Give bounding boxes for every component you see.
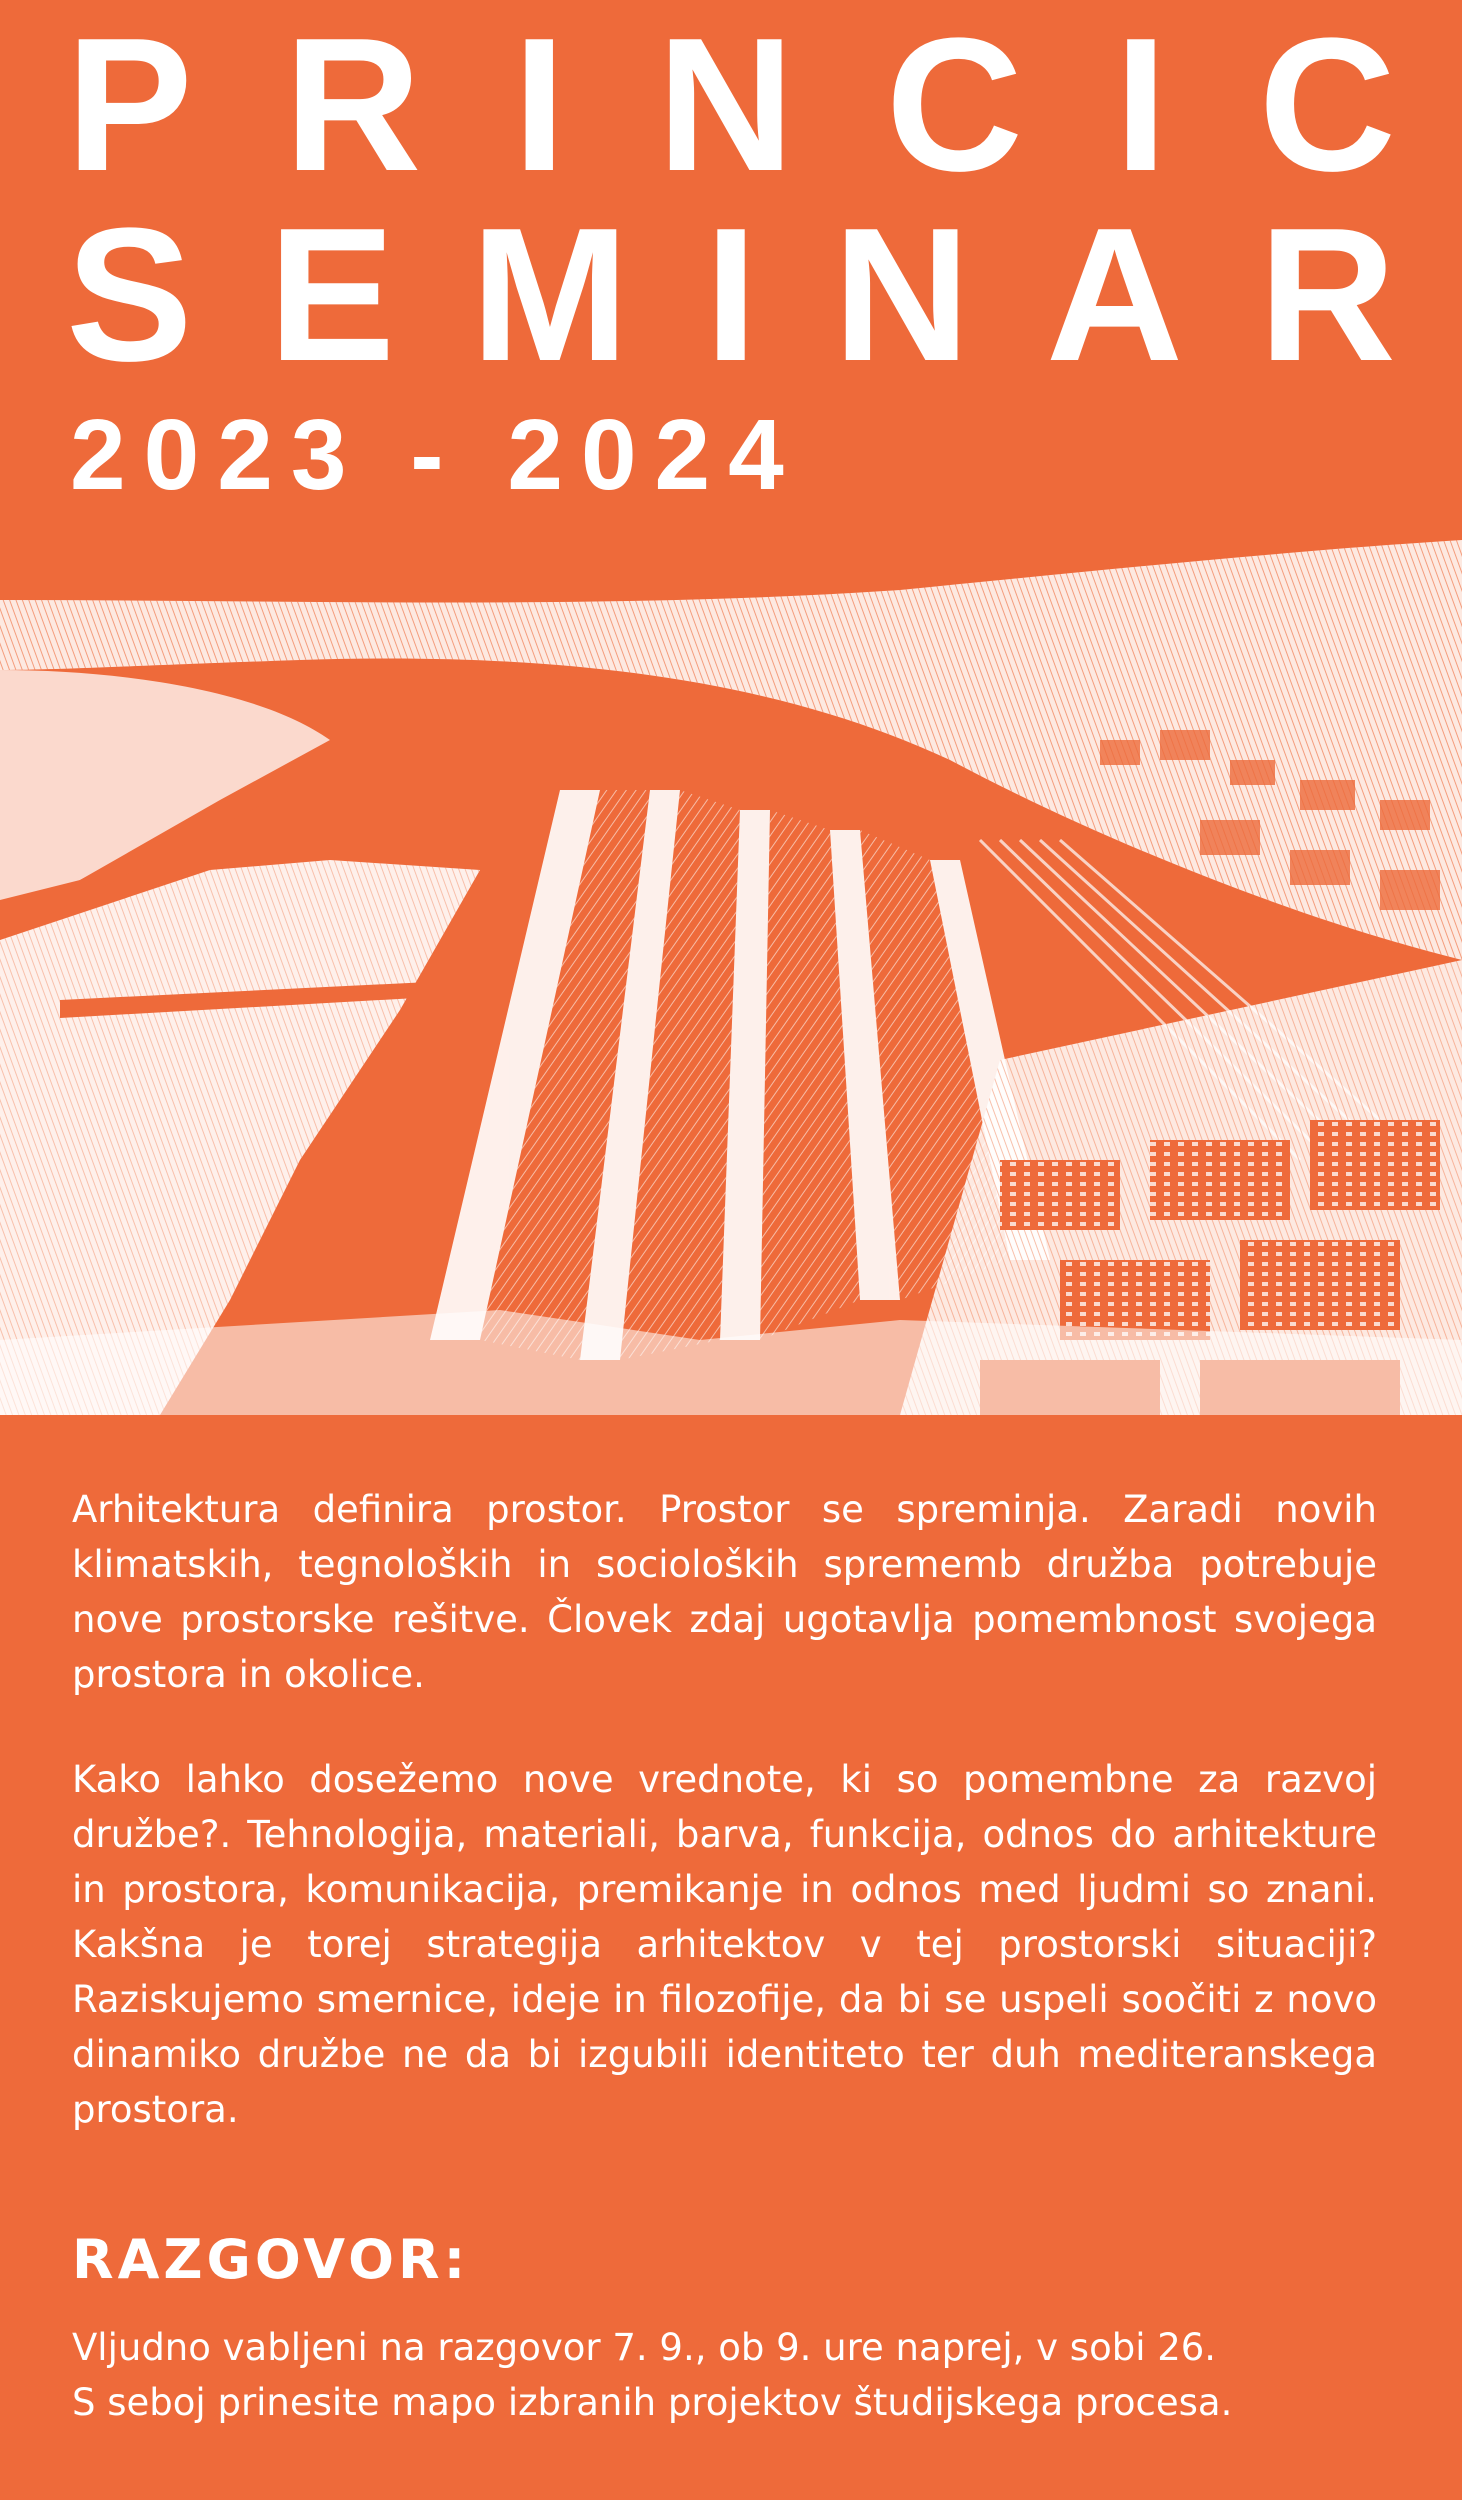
title-letter: N xyxy=(833,189,971,401)
intro-paragraph: Arhitektura definira prostor. Prostor se spreminja. Zaradi novih klimatskih, tegnoloških in socioloških sprememb družba potrebuje nove prostorske rešitve. Človek zdaj ugotavlja pomembnost svojega prostora in okolice. xyxy=(72,1488,1377,1696)
title-letter: N xyxy=(657,0,795,211)
aerial-harbor-city-icon xyxy=(0,540,1462,1415)
invitation-line: Vljudno vabljeni na razgovor 7. 9., ob 9. ure naprej, v sobi 26. xyxy=(72,2326,1217,2369)
razgovor-heading: RAZGOVOR: xyxy=(72,2228,470,2291)
title-line-1 xyxy=(66,0,1396,211)
title-letter: S xyxy=(66,189,193,401)
harbor-photo xyxy=(0,540,1462,1415)
title-letter: A xyxy=(1045,189,1184,401)
title-line-2 xyxy=(66,189,1396,401)
title-letter: I xyxy=(1114,0,1168,211)
title-letter: R xyxy=(1258,189,1396,401)
title-letter: I xyxy=(512,0,566,211)
title-letter: R xyxy=(284,0,422,211)
title-letter: M xyxy=(470,189,629,401)
question-paragraph: Kako lahko dosežemo nove vrednote, ki so pomembne za razvoj družbe?. Tehnologija, materiali, barva, funkcija, odnos do arhitekture in prostora, komunikacija, premikanje in odnos med ljudmi so znani. Kakšna je torej strategija arhitektov v tej prostorski situaciji? Raziskujemo smernice, ideje in filozofije, da bi se uspeli soočiti z novo dinamiko družbe ne da bi izgubili identiteto ter duh mediteranskega prostora. xyxy=(72,1758,1377,2131)
title-letter: C xyxy=(885,0,1023,211)
title-letter: P xyxy=(66,0,193,211)
years-heading: 2023 - 2024 xyxy=(70,399,802,511)
title-letter: E xyxy=(268,189,396,401)
title-letter: I xyxy=(704,189,758,401)
title-letter: C xyxy=(1258,0,1396,211)
portfolio-instruction-line: S seboj prinesite mapo izbranih projektov študijskega procesa. xyxy=(72,2381,1233,2424)
